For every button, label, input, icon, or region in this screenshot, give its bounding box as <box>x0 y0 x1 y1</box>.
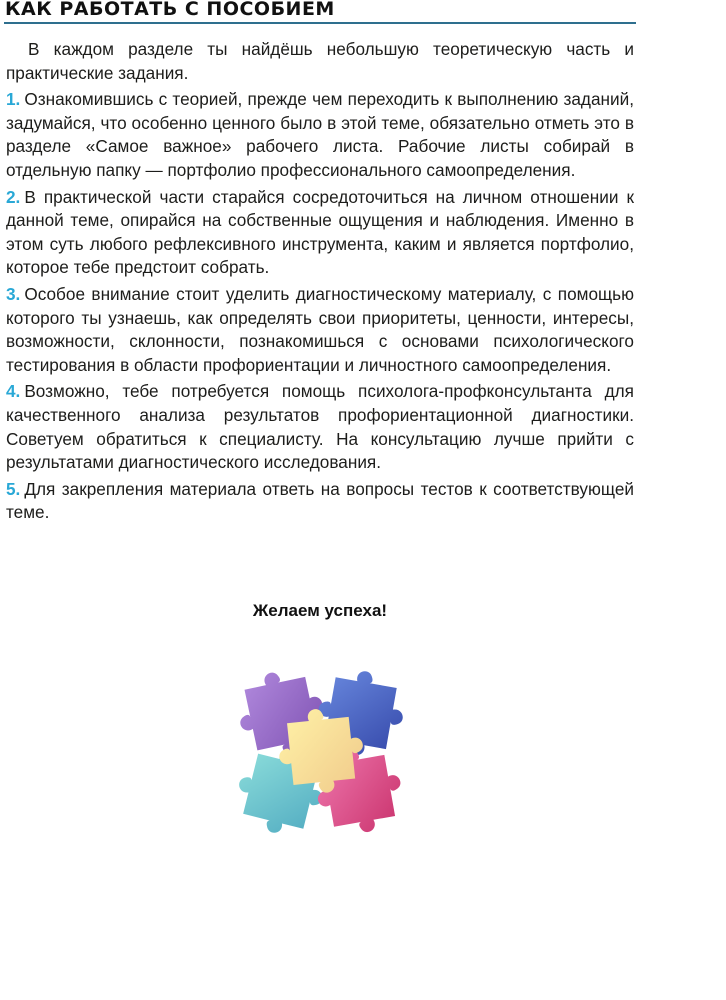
list-item <box>6 283 634 377</box>
list-item-number: 3. <box>6 283 21 304</box>
list-item-text: Для закрепления материала ответь на вопросы тестов к соответствующей теме. <box>6 478 634 523</box>
list-item-number: 1. <box>6 89 21 110</box>
puzzle-pieces-icon <box>236 668 406 838</box>
intro-paragraph: В каждом разделе ты найдёшь небольшую теоретическую часть и практические задания. <box>6 39 634 83</box>
page-title: КАК РАБОТАТЬ С ПОСОБИЕМ <box>5 0 335 20</box>
list-item <box>6 380 634 474</box>
list-item-text: Возможно, тебе потребуется помощь психолога-профконсультанта для качественного анализа результатов профориентационной диагностики. Советуем обратиться к специалисту. На консультацию лучше прийти с результатами диагностического исследования. <box>6 381 634 473</box>
list-item <box>6 478 634 525</box>
closing-wish: Желаем успеха! <box>252 601 388 620</box>
list-item <box>6 88 634 182</box>
heading-underline <box>4 22 636 24</box>
list-item-number: 4. <box>6 381 21 402</box>
list-item-text: В практической части старайся сосредоточиться на личном отношении к данной теме, опирайся на собственные ощущения и наблюдения. Именно в этом суть любого рефлексивного инструмента, каким и является портфолио, которое тебе предстоит собрать. <box>6 186 634 278</box>
instructions-body <box>6 38 634 528</box>
list-item <box>6 186 634 280</box>
list-item-number: 5. <box>6 478 21 499</box>
list-item-text: Особое внимание стоит уделить диагностическому материалу, с помощью которого ты узнаешь, как определять свои приоритеты, ценности, интересы, возможности, склонности, познакомишься с основами психологического тестирования в области профориентации и личностного самоопределения. <box>6 283 634 375</box>
list-item-number: 2. <box>6 186 21 207</box>
list-item-text: Ознакомившись с теорией, прежде чем переходить к выполнению заданий, задумайся, что особенно ценного было в этой теме, обязательно отметь это в разделе «Самое важное» рабочего листа. Рабочие листы собирай в отдельную папку — портфолио профессионального самоопределения. <box>6 89 634 180</box>
